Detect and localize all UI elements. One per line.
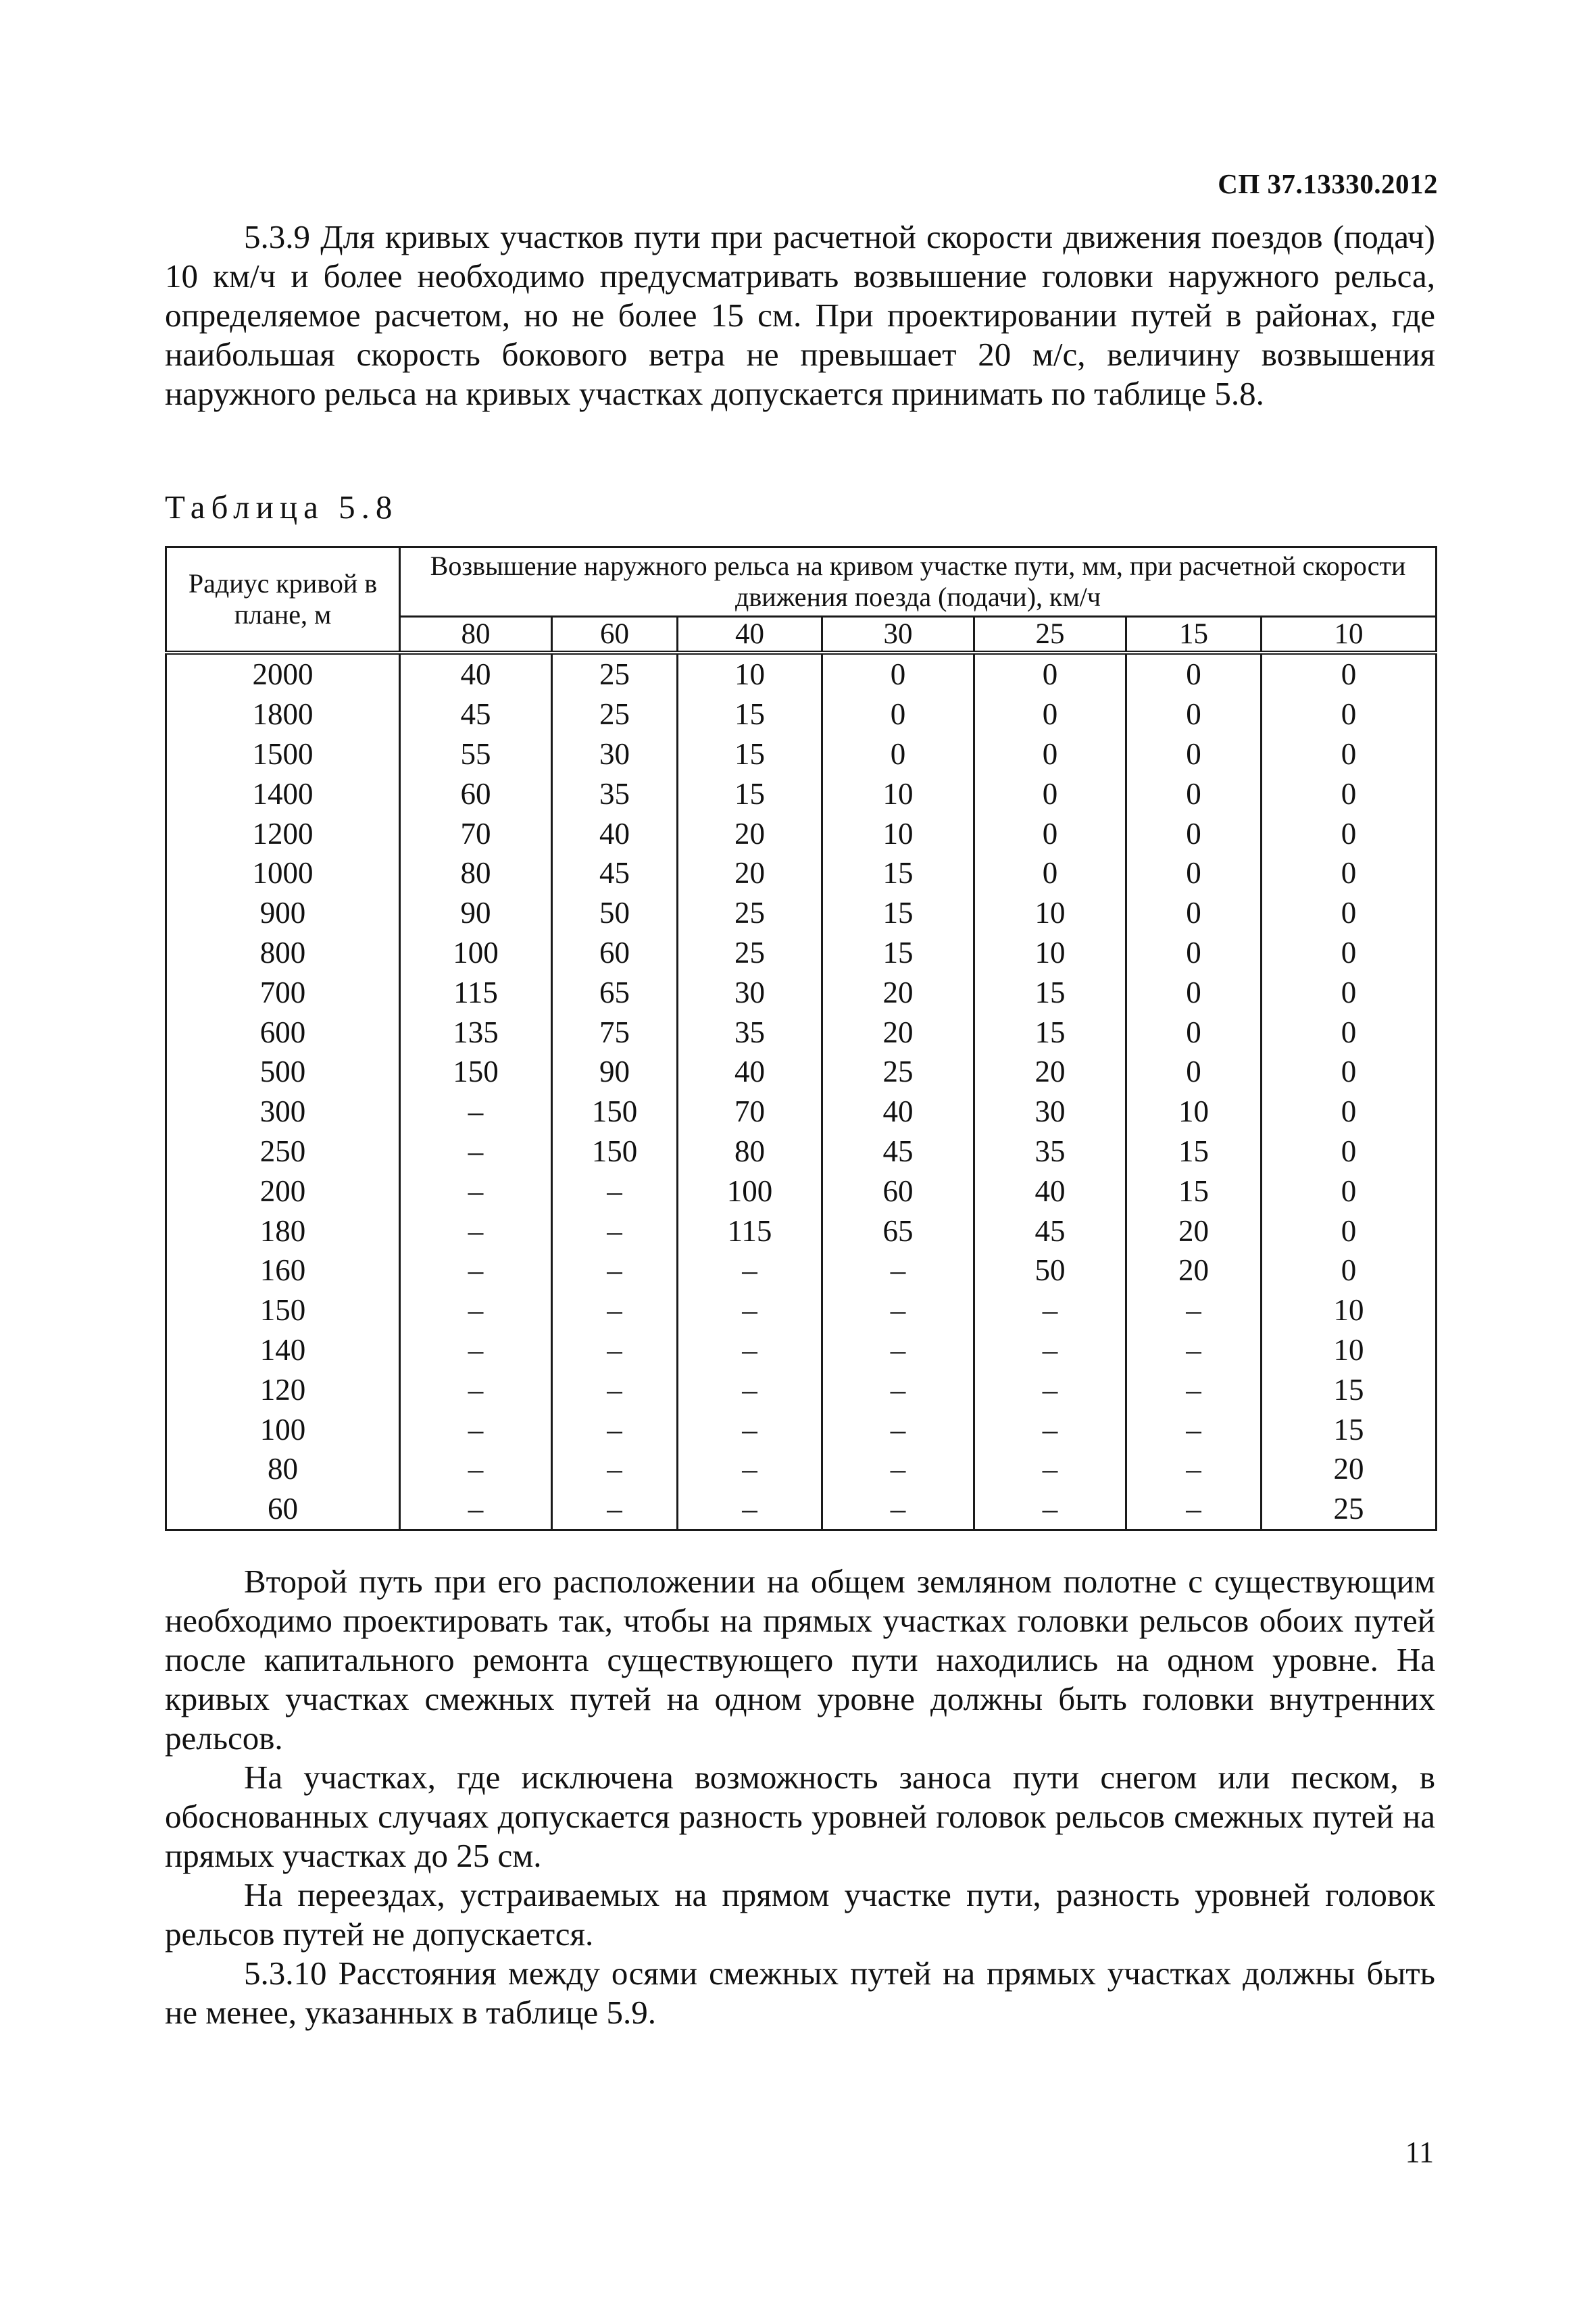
elevation-cell: 20 [1126, 1251, 1262, 1290]
radius-cell: 2000 [166, 653, 400, 695]
elevation-cell: 0 [1126, 853, 1262, 893]
paragraph-5-3-9: 5.3.9 Для кривых участков пути при расчетной скорости движения поездов (подач) 10 км/ч и более необходимо предусматривать возвышение головки наружного рельса, определяемое расчетом, но не более 15 см. При проектировании путей в районах, где наибольшая скорость бокового ветра не превышает 20 м/с, величину возвышения наружного рельса на кривых участках допускается принимать по таблице 5.8. [165, 218, 1435, 412]
elevation-cell: 30 [678, 972, 822, 1012]
elevation-cell: 0 [1262, 813, 1437, 853]
speed-header-cell: 80 [400, 617, 552, 653]
elevation-cell: 0 [974, 653, 1126, 695]
radius-cell: 700 [166, 972, 400, 1012]
elevation-cell: 10 [974, 933, 1126, 973]
speed-header-cell: 10 [1262, 617, 1437, 653]
elevation-cell: 20 [1262, 1449, 1437, 1489]
elevation-cell: 90 [552, 1052, 678, 1092]
elevation-cell: 20 [822, 972, 974, 1012]
elevation-cell: 45 [822, 1132, 974, 1172]
elevation-header: Возвышение наружного рельса на кривом участке пути, мм, при расчетной скорости движения поезда (подачи), км/ч [400, 547, 1437, 617]
elevation-cell: 0 [1126, 1012, 1262, 1052]
elevation-cell: – [678, 1369, 822, 1409]
elevation-cell: – [822, 1290, 974, 1330]
elevation-cell: 0 [1126, 653, 1262, 695]
table-row [166, 1330, 1437, 1370]
speed-header-cell: 40 [678, 617, 822, 653]
elevation-cell: 0 [1262, 1092, 1437, 1132]
table-row [166, 1251, 1437, 1290]
elevation-cell: 0 [1262, 653, 1437, 695]
elevation-cell: 0 [974, 853, 1126, 893]
table-row [166, 1489, 1437, 1530]
elevation-cell: 25 [678, 933, 822, 973]
elevation-cell: 30 [974, 1092, 1126, 1132]
elevation-cell: 15 [1126, 1132, 1262, 1172]
elevation-cell: – [400, 1409, 552, 1449]
elevation-cell: 0 [974, 774, 1126, 813]
table-row [166, 774, 1437, 813]
radius-cell: 1000 [166, 853, 400, 893]
elevation-cell: 0 [1262, 695, 1437, 734]
elevation-cell: – [552, 1211, 678, 1251]
elevation-cell: 15 [974, 1012, 1126, 1052]
radius-header: Радиус кривой в плане, м [166, 547, 400, 653]
elevation-cell: – [822, 1369, 974, 1409]
elevation-cell: – [822, 1489, 974, 1530]
elevation-cell: – [974, 1290, 1126, 1330]
elevation-cell: 80 [400, 853, 552, 893]
elevation-cell: 0 [1262, 1012, 1437, 1052]
elevation-cell: – [552, 1290, 678, 1330]
elevation-cell: 20 [678, 813, 822, 853]
paragraph-snow-sand: На участках, где исключена возможность заноса пути снегом или песком, в обоснованных случаях допускается разность уровней головок рельсов смежных путей на прямых участках до 25 см. [165, 1759, 1435, 1874]
elevation-cell: – [400, 1171, 552, 1211]
radius-cell: 800 [166, 933, 400, 973]
elevation-cell: 35 [678, 1012, 822, 1052]
elevation-cell: – [974, 1489, 1126, 1530]
elevation-cell: – [552, 1251, 678, 1290]
table-row [166, 813, 1437, 853]
elevation-cell: 15 [678, 774, 822, 813]
elevation-cell: – [552, 1330, 678, 1370]
elevation-cell: 60 [400, 774, 552, 813]
elevation-cell: 20 [822, 1012, 974, 1052]
elevation-cell: – [400, 1211, 552, 1251]
elevation-cell: 55 [400, 734, 552, 774]
elevation-cell: 25 [552, 653, 678, 695]
elevation-cell: 0 [1262, 1171, 1437, 1211]
elevation-cell: – [974, 1369, 1126, 1409]
paragraph-second-track: Второй путь при его расположении на общем земляном полотне с существующим необходимо проектировать так, чтобы на прямых участках головки рельсов обоих путей после капитального ремонта существующего пути находились на одном уровне. На кривых участках смежных путей на одном уровне должны быть головки внутренних рельсов. [165, 1563, 1435, 1757]
table-row [166, 853, 1437, 893]
table-row [166, 1211, 1437, 1251]
elevation-cell: 90 [400, 893, 552, 933]
radius-cell: 300 [166, 1092, 400, 1132]
elevation-cell: 0 [1262, 734, 1437, 774]
elevation-cell: – [400, 1330, 552, 1370]
elevation-cell: 25 [822, 1052, 974, 1092]
elevation-cell: 15 [678, 734, 822, 774]
elevation-cell: – [400, 1449, 552, 1489]
elevation-cell: – [974, 1409, 1126, 1449]
elevation-cell: – [552, 1369, 678, 1409]
elevation-cell: 0 [822, 695, 974, 734]
intro-block [165, 218, 1435, 413]
speed-header-cell: 60 [552, 617, 678, 653]
elevation-cell: 0 [1262, 774, 1437, 813]
elevation-cell: 15 [822, 853, 974, 893]
table-row [166, 734, 1437, 774]
elevation-cell: – [678, 1449, 822, 1489]
radius-cell: 1500 [166, 734, 400, 774]
radius-cell: 80 [166, 1449, 400, 1489]
table-row [166, 1369, 1437, 1409]
elevation-cell: – [678, 1409, 822, 1449]
elevation-cell: – [678, 1251, 822, 1290]
elevation-cell: 15 [1262, 1409, 1437, 1449]
elevation-cell: 30 [552, 734, 678, 774]
elevation-cell: 15 [974, 972, 1126, 1012]
elevation-cell: 0 [1126, 695, 1262, 734]
table-row [166, 1449, 1437, 1489]
elevation-cell: 0 [1262, 933, 1437, 973]
elevation-cell: 25 [1262, 1489, 1437, 1530]
paragraph-5-3-10: 5.3.10 Расстояния между осями смежных путей на прямых участках должны быть не менее, указанных в таблице 5.9. [165, 1955, 1435, 2031]
elevation-cell: 65 [552, 972, 678, 1012]
elevation-cell: 45 [400, 695, 552, 734]
document-code: СП 37.13330.2012 [1218, 168, 1438, 199]
elevation-cell: – [400, 1251, 552, 1290]
elevation-cell: – [822, 1449, 974, 1489]
elevation-cell: 0 [1262, 1132, 1437, 1172]
elevation-cell: – [822, 1251, 974, 1290]
radius-cell: 1200 [166, 813, 400, 853]
elevation-cell: 100 [678, 1171, 822, 1211]
elevation-cell: 0 [1262, 1211, 1437, 1251]
elevation-cell: 0 [1262, 893, 1437, 933]
elevation-cell: 150 [552, 1132, 678, 1172]
radius-cell: 1400 [166, 774, 400, 813]
elevation-cell: 45 [552, 853, 678, 893]
table-row [166, 695, 1437, 734]
elevation-cell: 0 [822, 653, 974, 695]
speed-header-cell: 25 [974, 617, 1126, 653]
elevation-cell: 70 [678, 1092, 822, 1132]
elevation-cell: 0 [1126, 893, 1262, 933]
radius-cell: 100 [166, 1409, 400, 1449]
speed-header-cell: 30 [822, 617, 974, 653]
table-row [166, 933, 1437, 973]
elevation-cell: 100 [400, 933, 552, 973]
table-row [166, 1132, 1437, 1172]
elevation-cell: 10 [974, 893, 1126, 933]
elevation-cell: – [552, 1449, 678, 1489]
radius-cell: 900 [166, 893, 400, 933]
elevation-cell: 115 [400, 972, 552, 1012]
elevation-cell: – [552, 1489, 678, 1530]
elevation-cell: 45 [974, 1211, 1126, 1251]
elevation-cell: 20 [678, 853, 822, 893]
elevation-cell: 15 [1126, 1171, 1262, 1211]
paragraph-crossings: На переездах, устраиваемых на прямом участке пути, разность уровней головок рельсов путей не допускается. [165, 1876, 1435, 1953]
radius-cell: 1800 [166, 695, 400, 734]
table-row [166, 1092, 1437, 1132]
elevation-cell: 0 [1126, 734, 1262, 774]
elevation-cell: – [552, 1409, 678, 1449]
elevation-cell: 0 [1126, 933, 1262, 973]
elevation-cell: 35 [974, 1132, 1126, 1172]
elevation-cell: – [1126, 1330, 1262, 1370]
elevation-cell: 150 [400, 1052, 552, 1092]
elevation-cell: – [678, 1489, 822, 1530]
elevation-cell: 40 [400, 653, 552, 695]
elevation-cell: 15 [822, 933, 974, 973]
speed-header-cell: 15 [1126, 617, 1262, 653]
elevation-cell: 20 [974, 1052, 1126, 1092]
elevation-cell: 70 [400, 813, 552, 853]
table-row [166, 893, 1437, 933]
table-row [166, 1012, 1437, 1052]
radius-cell: 200 [166, 1171, 400, 1211]
elevation-cell: 15 [678, 695, 822, 734]
elevation-cell: 115 [678, 1211, 822, 1251]
page-number: 11 [1405, 2136, 1434, 2169]
radius-cell: 140 [166, 1330, 400, 1370]
table-row [166, 1171, 1437, 1211]
elevation-cell: – [400, 1369, 552, 1409]
elevation-cell: 0 [822, 734, 974, 774]
elevation-cell: 25 [678, 893, 822, 933]
elevation-cell: – [400, 1290, 552, 1330]
elevation-cell: – [678, 1330, 822, 1370]
elevation-cell: 10 [1262, 1290, 1437, 1330]
table-row [166, 1290, 1437, 1330]
table-caption: Таблица 5.8 [165, 488, 399, 526]
elevation-cell: 0 [1262, 1251, 1437, 1290]
elevation-cell: 0 [1262, 1052, 1437, 1092]
elevation-cell: 40 [822, 1092, 974, 1132]
elevation-cell: 60 [552, 933, 678, 973]
elevation-cell: 25 [552, 695, 678, 734]
elevation-cell: 10 [1262, 1330, 1437, 1370]
elevation-cell: 10 [678, 653, 822, 695]
elevation-cell: 15 [1262, 1369, 1437, 1409]
elevation-cell: – [1126, 1489, 1262, 1530]
elevation-cell: 50 [552, 893, 678, 933]
elevation-cell: – [400, 1092, 552, 1132]
elevation-cell: 20 [1126, 1211, 1262, 1251]
radius-cell: 160 [166, 1251, 400, 1290]
elevation-cell: 35 [552, 774, 678, 813]
elevation-cell: – [1126, 1369, 1262, 1409]
elevation-cell: – [552, 1171, 678, 1211]
radius-cell: 120 [166, 1369, 400, 1409]
table-row [166, 1052, 1437, 1092]
elevation-cell: 15 [822, 893, 974, 933]
elevation-cell: 0 [974, 734, 1126, 774]
elevation-cell: – [974, 1449, 1126, 1489]
elevation-cell: 50 [974, 1251, 1126, 1290]
table-row [166, 1409, 1437, 1449]
elevation-cell: 80 [678, 1132, 822, 1172]
elevation-cell: – [1126, 1449, 1262, 1489]
elevation-cell: 0 [1126, 972, 1262, 1012]
elevation-cell: 65 [822, 1211, 974, 1251]
elevation-cell: 0 [1262, 853, 1437, 893]
elevation-cell: 60 [822, 1171, 974, 1211]
elevation-cell: – [678, 1290, 822, 1330]
elevation-cell: – [400, 1489, 552, 1530]
elevation-cell: – [400, 1132, 552, 1172]
elevation-cell: 75 [552, 1012, 678, 1052]
radius-cell: 150 [166, 1290, 400, 1330]
radius-cell: 250 [166, 1132, 400, 1172]
elevation-cell: 40 [678, 1052, 822, 1092]
rail-elevation-table [165, 546, 1437, 1531]
elevation-cell: 40 [552, 813, 678, 853]
radius-cell: 500 [166, 1052, 400, 1092]
elevation-cell: 40 [974, 1171, 1126, 1211]
after-block [165, 1562, 1435, 2032]
elevation-cell: 0 [1126, 774, 1262, 813]
elevation-cell: 0 [974, 695, 1126, 734]
elevation-cell: 0 [1126, 813, 1262, 853]
table-row [166, 653, 1437, 695]
elevation-cell: – [1126, 1409, 1262, 1449]
radius-cell: 180 [166, 1211, 400, 1251]
elevation-cell: – [974, 1330, 1126, 1370]
elevation-cell: 0 [1126, 1052, 1262, 1092]
elevation-cell: 150 [552, 1092, 678, 1132]
elevation-cell: 10 [822, 774, 974, 813]
elevation-cell: 135 [400, 1012, 552, 1052]
table-row [166, 972, 1437, 1012]
elevation-cell: 10 [1126, 1092, 1262, 1132]
elevation-cell: – [1126, 1290, 1262, 1330]
elevation-cell: – [822, 1330, 974, 1370]
elevation-cell: 0 [974, 813, 1126, 853]
elevation-cell: – [822, 1409, 974, 1449]
elevation-cell: 10 [822, 813, 974, 853]
radius-cell: 600 [166, 1012, 400, 1052]
radius-cell: 60 [166, 1489, 400, 1530]
elevation-cell: 0 [1262, 972, 1437, 1012]
